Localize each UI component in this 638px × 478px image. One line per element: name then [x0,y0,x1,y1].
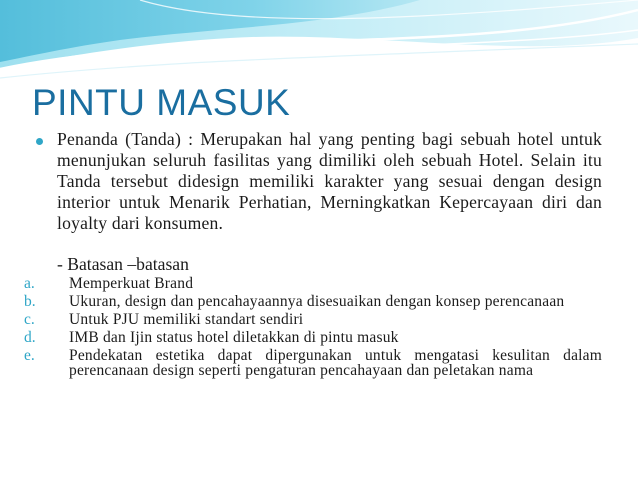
list-item [24,312,602,327]
list-item-text: Memperkuat Brand [69,275,194,292]
list-marker: c. [24,311,35,328]
bullet-paragraph: Penanda (Tanda) : Merupakan hal yang penting bagi sebuah hotel untuk menunjukan seluruh fasilitas yang dimiliki oleh sebuah Hotel. Selain itu Tanda tersebut didesign memiliki karakter yang sesuai dengan design interior untuk Menarik Perhatian, Merningkatkan Kepercayaan diri dan loyalty dari konsumen. [57,129,602,233]
header-wave-banner [0,0,638,80]
slide-title: PINTU MASUK [32,82,291,123]
list-item [24,294,602,309]
list-marker: e. [24,347,35,364]
list-item-text: IMB dan Ijin status hotel diletakkan di pintu masuk [69,329,399,346]
list-item [24,276,602,291]
list-item [24,348,602,378]
subheading: - Batasan –batasan [57,254,189,274]
list-marker: a. [24,275,35,292]
list-item-text: Pendekatan estetika dapat dipergunakan untuk mengatasi kesulitan dalam perencanaan design seperti pengaturan pencahayaan dan peletakan nama [69,347,602,379]
bullet-dot-icon [36,138,43,145]
list-item-text: Ukuran, design dan pencahayaannya disesuaikan dengan konsep perencanaan [69,293,565,310]
criteria-list [24,276,602,381]
list-item-text: Untuk PJU memiliki standart sendiri [69,311,304,328]
list-marker: d. [24,329,36,346]
list-marker: b. [24,293,36,310]
list-item [24,330,602,345]
